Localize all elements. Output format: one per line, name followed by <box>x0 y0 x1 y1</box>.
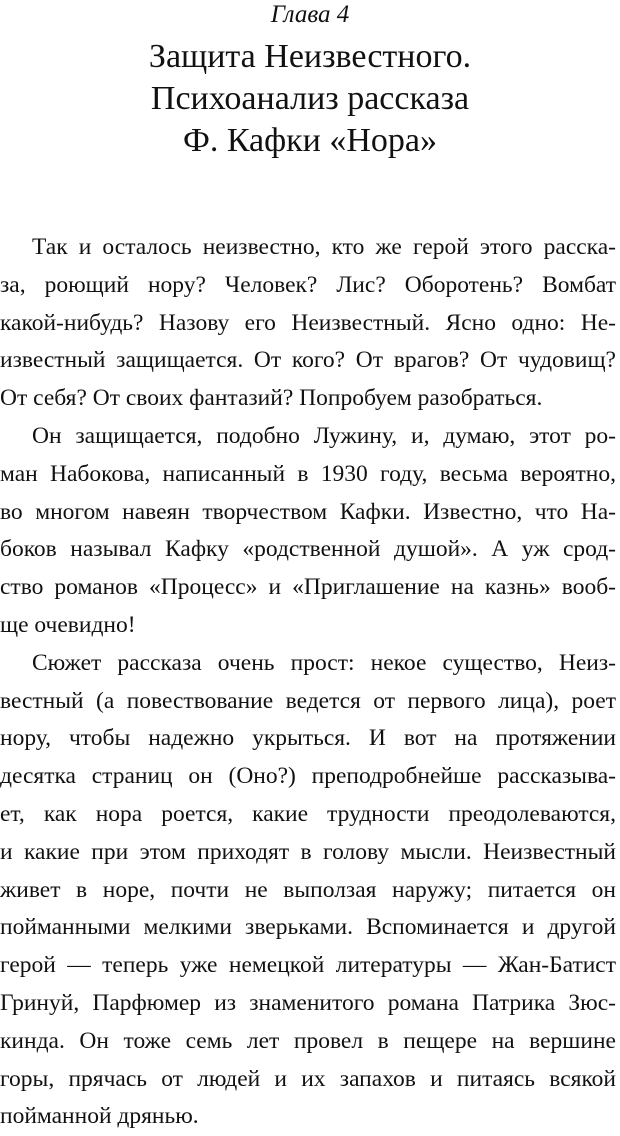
paragraph-2 <box>0 418 620 645</box>
text-line: во многом навеян творчеством Кафки. Известно, что На- <box>0 498 616 525</box>
text-line: кинда. Он тоже семь лет провел в пещере на вершине <box>0 1027 616 1054</box>
text-line: пойманными мелкими зверьками. Вспоминается и другой <box>0 914 616 941</box>
paragraph-1 <box>0 229 620 418</box>
chapter-title-line: Психоанализ рассказа <box>150 80 470 117</box>
text-line: ман Набокова, написанный в 1930 году, весьма вероятно, <box>0 460 616 487</box>
text-line: ет, как нора роется, какие трудности преодолеваются, <box>0 800 616 827</box>
text-line: пойманной дрянью. <box>0 1103 199 1130</box>
text-line: известный защищается. От кого? От врагов? От чудовищ? <box>0 347 616 374</box>
chapter-title <box>0 36 620 162</box>
chapter-label: Глава 4 <box>270 1 350 28</box>
text-line: десятка страниц он (Оно?) преподробнейше рассказыва- <box>0 763 616 790</box>
text-line: Сюжет рассказа очень прост: некое существо, Неиз- <box>32 649 616 676</box>
text-line: какой-нибудь? Назову его Неизвестный. Ясно одно: Не- <box>0 309 616 336</box>
chapter-title-line: Ф. Кафки «Нора» <box>182 122 438 159</box>
body-text <box>0 229 620 1136</box>
paragraph-3 <box>0 645 620 1136</box>
text-line: герой — теперь уже немецкой литературы — Жан-Батист <box>0 952 616 979</box>
text-line: Он защищается, подобно Лужину, и, думаю, этот ро- <box>32 422 616 449</box>
text-line: живет в норе, почти не выползая наружу; питается он <box>0 876 616 903</box>
text-line: Гринуй, Парфюмер из знаменитого романа Патрика Зюс- <box>0 989 616 1016</box>
text-line: Так и осталось неизвестно, кто же герой этого расска- <box>32 234 616 260</box>
text-line: нору, чтобы надежно укрыться. И вот на протяжении <box>0 725 616 752</box>
text-line: и какие при этом приходят в голову мысли. Неизвестный <box>0 838 616 865</box>
text-line: ство романов «Процесс» и «Приглашение на казнь» вооб- <box>0 574 616 601</box>
text-line: боков называл Кафку «родственной душой». А уж срод- <box>0 536 616 563</box>
text-line: вестный (а повествование ведется от первого лица), роет <box>0 687 616 714</box>
text-line: От себя? От своих фантазий? Попробуем разобраться. <box>0 385 543 412</box>
text-line: ще очевидно! <box>0 611 136 638</box>
text-line: за, роющий нору? Человек? Лис? Оборотень? Вомбат <box>0 271 616 298</box>
chapter-title-line: Защита Неизвестного. <box>148 38 472 75</box>
text-line: горы, прячась от людей и их запахов и питаясь всякой <box>0 1065 616 1092</box>
